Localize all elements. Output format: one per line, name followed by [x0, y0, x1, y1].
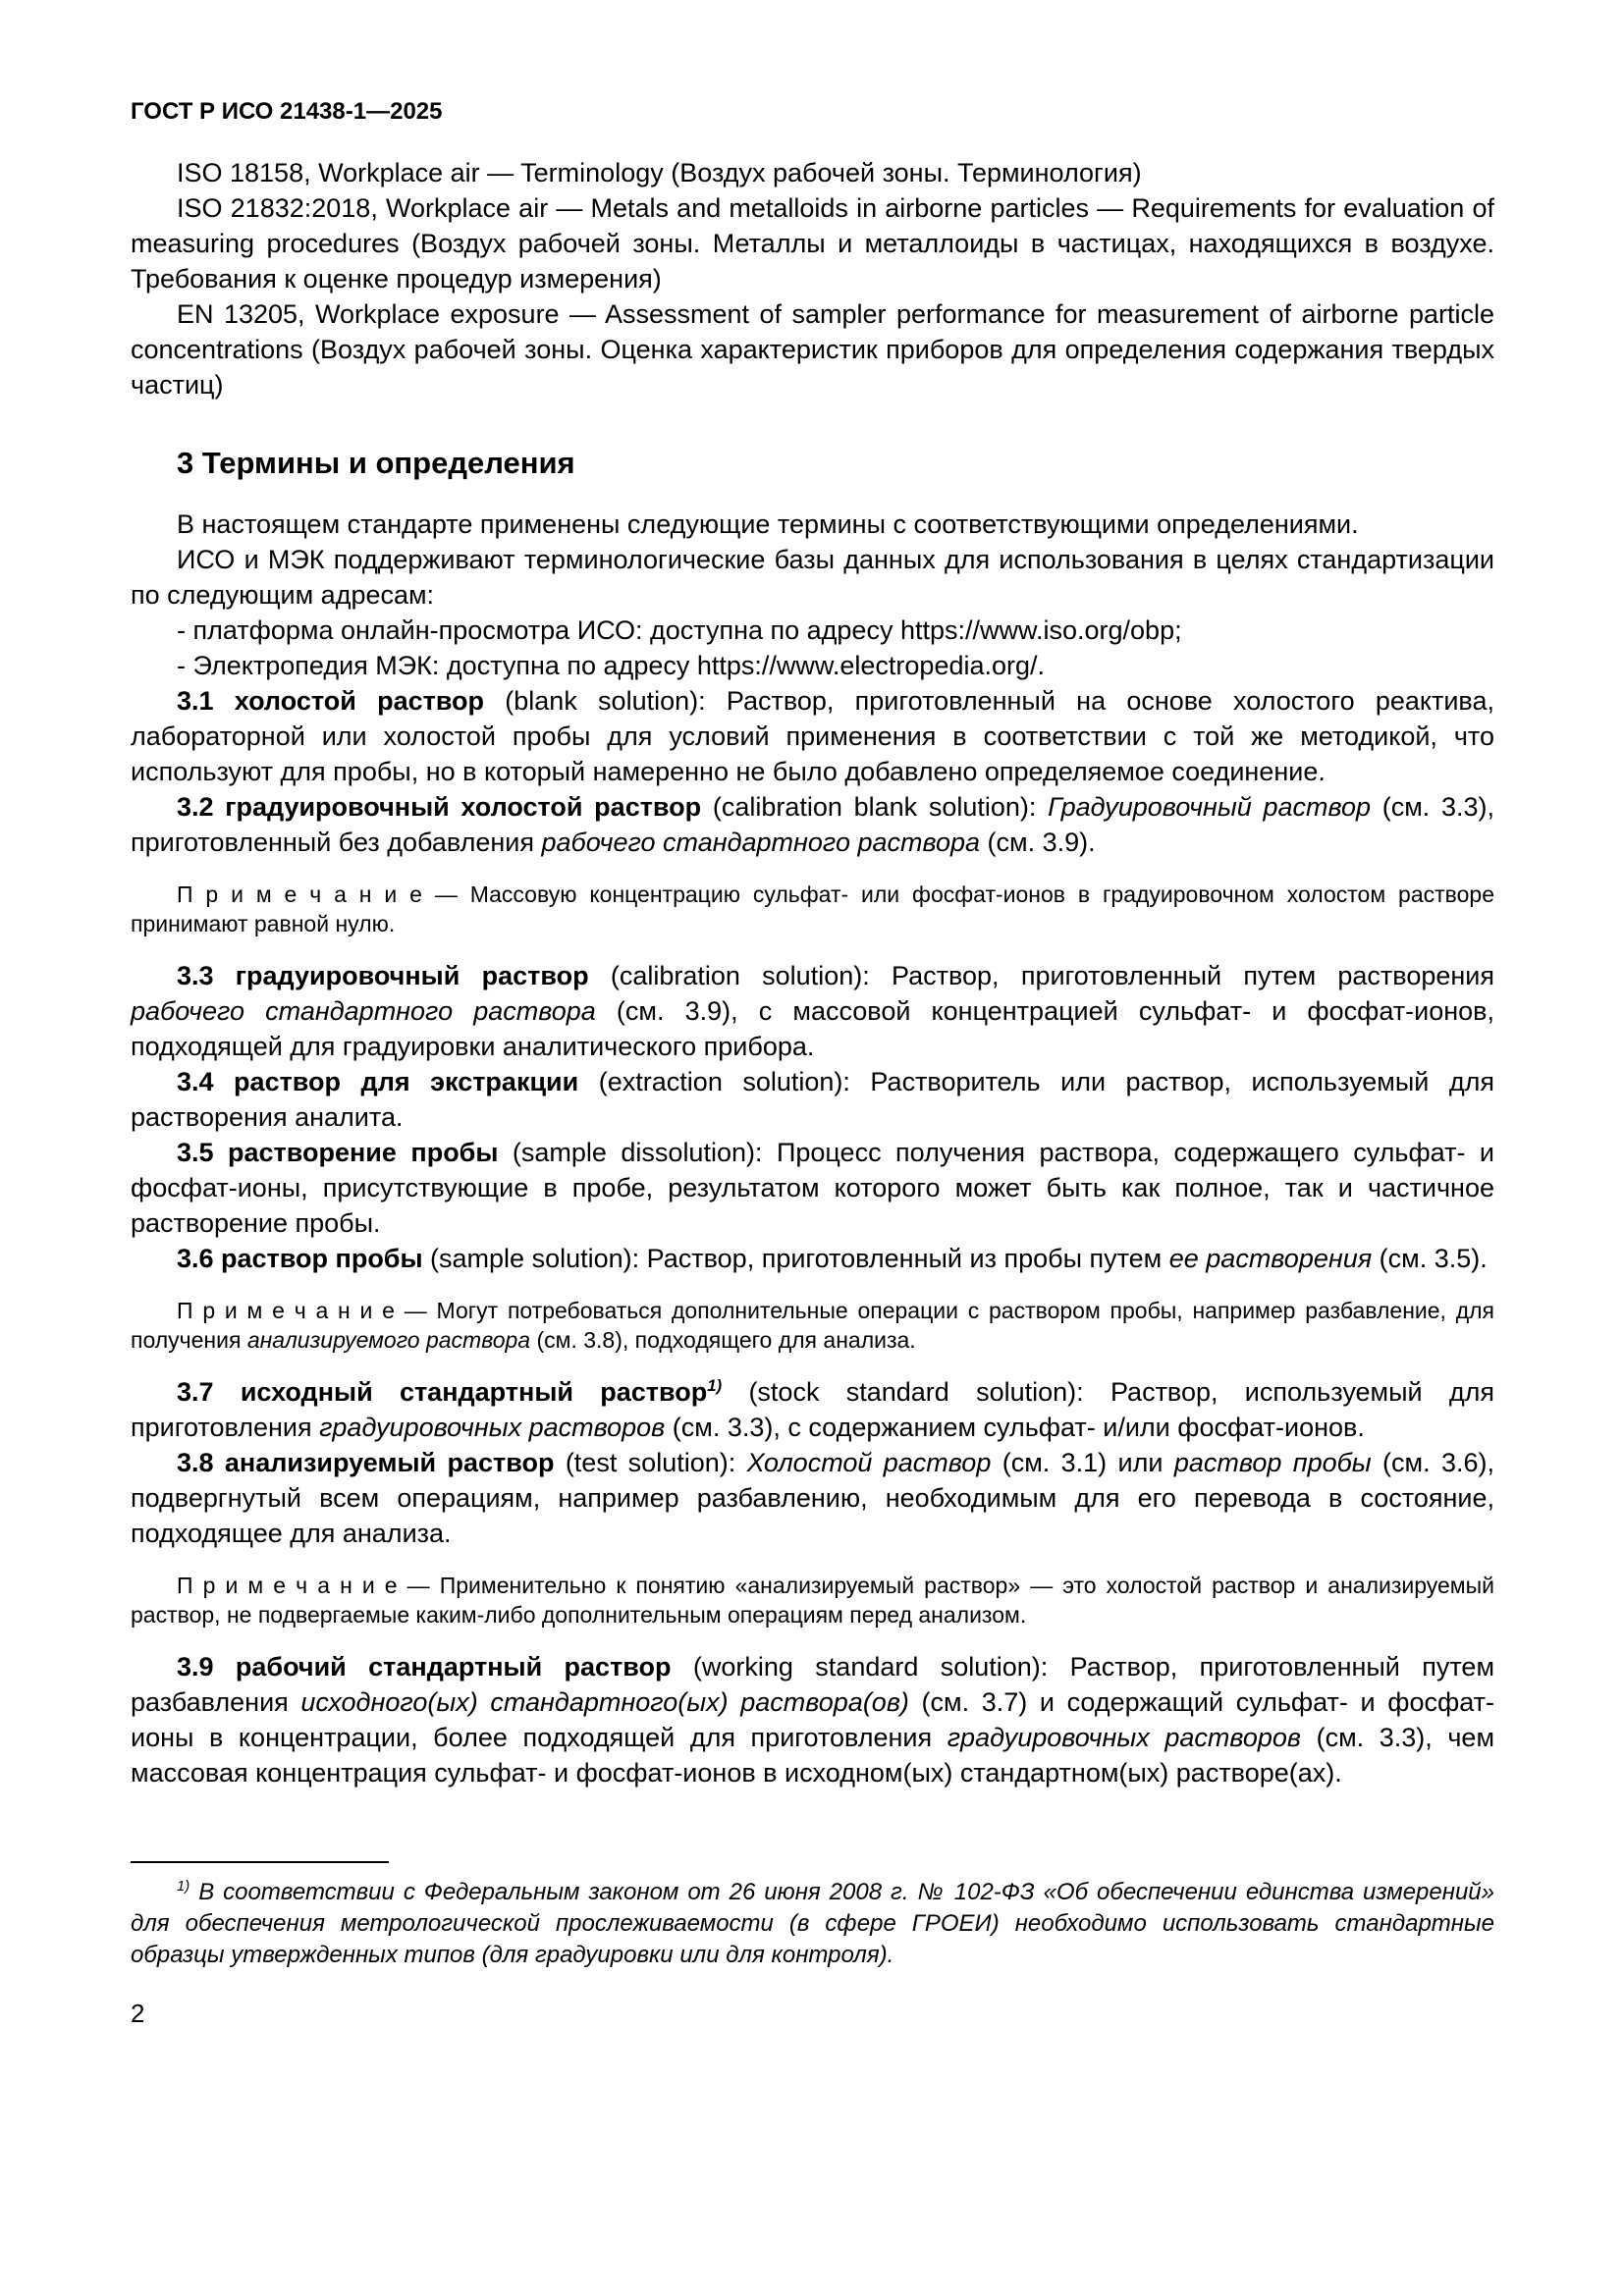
- document-header: ГОСТ Р ИСО 21438-1—2025: [131, 98, 443, 125]
- term-3-8-test-solution: 3.8 анализируемый раствор (test solution): Холостой раствор (см. 3.1) или раствор пробы (см. 3.6), подвергнутый всем операциям, например разбавлению, необходимым для его перевода в состояние, подходящее для анализа.: [131, 1448, 1494, 1548]
- intro-paragraph-1: В настоящем стандарте применены следующие термины с соответствующими определениями.: [177, 509, 1359, 539]
- list-item-electropedia: - Электропедия МЭК: доступна по адресу https://www.electropedia.org/.: [177, 651, 1046, 680]
- reference-en-13205: EN 13205, Workplace exposure — Assessment of sampler performance for measurement of airborne particle concentrations (Воздух рабочей зоны. Оценка характеристик приборов для определения содержания твердых частиц): [131, 299, 1494, 400]
- intro-paragraph-2: ИСО и МЭК поддерживают терминологические базы данных для использования в целях стандартизации по следующим адресам:: [131, 545, 1494, 610]
- section-heading-terms: 3 Термины и определения: [177, 446, 575, 480]
- reference-iso-18158: ISO 18158, Workplace air — Terminology (Воздух рабочей зоны. Терминология): [177, 158, 1142, 187]
- reference-iso-21832: ISO 21832:2018, Workplace air — Metals and metalloids in airborne particles — Requirements for evaluation of measuring procedures (Воздух рабочей зоны. Металлы и металлоиды в частицах, находящихся в воздухе. Требования к оценке процедур измерения): [131, 193, 1494, 294]
- term-3-4-extraction-solution: 3.4 раствор для экстракции (extraction solution): Растворитель или раствор, используемый для растворения аналита.: [131, 1067, 1494, 1132]
- document-body: [131, 155, 1494, 1790]
- footnote-text: $^{1)}$ В соответствии с Федеральным законом от 26 июня 2008 г. № 102-ФЗ «Об обеспечении единства измерений» для обеспечения метрологической прослеживаемости (в сфере ГРОЕИ) необходимо использовать стандартные образцы утвержденных типов (для градуировки или для контроля).: [131, 1879, 1494, 1968]
- term-3-9-working-standard-solution: 3.9 рабочий стандартный раствор (working standard solution): Раствор, приготовленный путем разбавления исходного(ых) стандартного(ых) раствора(ов) (см. 3.7) и содержащий сульфат- и фосфат-ионы в концентрации, более подходящей для приготовления градуировочных растворов (см. 3.3), чем массовая концентрация сульфат- и фосфат-ионов в исходном(ых) стандартном(ых) растворе(ах).: [131, 1652, 1495, 1788]
- term-3-2-calibration-blank-solution: 3.2 градуировочный холостой раствор (calibration blank solution): Градуировочный раствор (см. 3.3), приготовленный без добавления рабочего стандартного раствора (см. 3.9).: [131, 792, 1494, 857]
- list-item-iso-obp: - платформа онлайн-просмотра ИСО: доступна по адресу https://www.iso.org/obp;: [177, 615, 1182, 645]
- page-number: 2: [131, 1999, 145, 2028]
- footnote-area: [131, 1861, 1494, 1971]
- note-term-3-8: П р и м е ч а н и е — Применительно к понятию «анализируемый раствор» — это холостой раствор и анализируемый раствор, не подвергаемые каким-либо дополнительным операциям перед анализом.: [131, 1573, 1494, 1628]
- note-term-3-2: П р и м е ч а н и е — Массовую концентрацию сульфат- или фосфат-ионов в градуировочном холостом растворе принимают равной нулю.: [131, 881, 1494, 936]
- term-3-3-calibration-solution: 3.3 градуировочный раствор (calibration solution): Раствор, приготовленный путем растворения рабочего стандартного раствора (см. 3.9), с массовой концентрацией сульфат- и фосфат-ионов, подходящей для градуировки аналитического прибора.: [131, 961, 1495, 1061]
- term-3-7-stock-standard-solution: 3.7 исходный стандартный раствор$^{1)}$ (stock standard solution): Раствор, используемый для приготовления градуировочных растворов (см. 3.3), с содержанием сульфат- и/или фосфат-ионов.: [131, 1376, 1494, 1442]
- term-3-5-sample-dissolution: 3.5 растворение пробы (sample dissolution): Процесс получения раствора, содержащего сульфат- и фосфат-ионы, присутствующие в пробе, результатом которого может быть как полное, так и частичное растворение пробы.: [131, 1138, 1495, 1238]
- term-3-6-sample-solution: 3.6 раствор пробы (sample solution): Раствор, приготовленный из пробы путем ее растворения (см. 3.5).: [177, 1244, 1488, 1273]
- note-term-3-6: П р и м е ч а н и е — Могут потребоваться дополнительные операции с раствором пробы, например разбавление, для получения анализируемого раствора (см. 3.8), подходящего для анализа.: [131, 1298, 1494, 1353]
- footnote-separator-rule: [131, 1861, 389, 1863]
- term-3-1-blank-solution: 3.1 холостой раствор (blank solution): Раствор, приготовленный на основе холостого реактива, лабораторной или холостой пробы для условий применения в соответствии с той же методикой, что используют для пробы, но в который намеренно не было добавлено определяемое соединение.: [131, 686, 1494, 786]
